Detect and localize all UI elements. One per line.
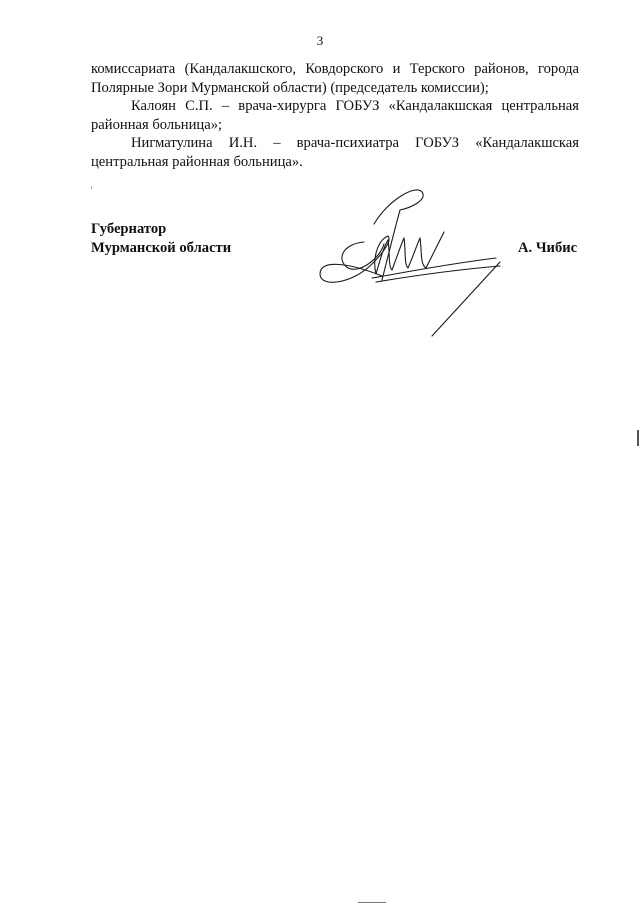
- document-body: [91, 60, 579, 171]
- paragraph-commissariat: комиссариата (Кандалакшского, Ковдорского и Терского районов, города Полярные Зори Мурманской области) (председатель комиссии);: [91, 61, 579, 96]
- page-number: 3: [316, 33, 324, 48]
- signatory-name: А. Чибис: [518, 240, 578, 256]
- handwritten-signature: [312, 180, 512, 340]
- signatory-title-line-2: Мурманской области: [91, 240, 232, 256]
- scan-artifact: [358, 902, 386, 903]
- paragraph-nigmatulina: Нигматулина И.Н. – врача-психиатра ГОБУЗ «Кандалакшская центральная районная больница».: [91, 135, 579, 170]
- paragraph-kaloyan: Калоян С.П. – врача-хирурга ГОБУЗ «Кандалакшская центральная районная больница»;: [91, 98, 579, 133]
- signatory-title-line-1: Губернатор: [91, 221, 167, 237]
- signatory-title: [91, 220, 231, 258]
- scan-artifact: [91, 186, 92, 189]
- scan-artifact: [637, 430, 639, 446]
